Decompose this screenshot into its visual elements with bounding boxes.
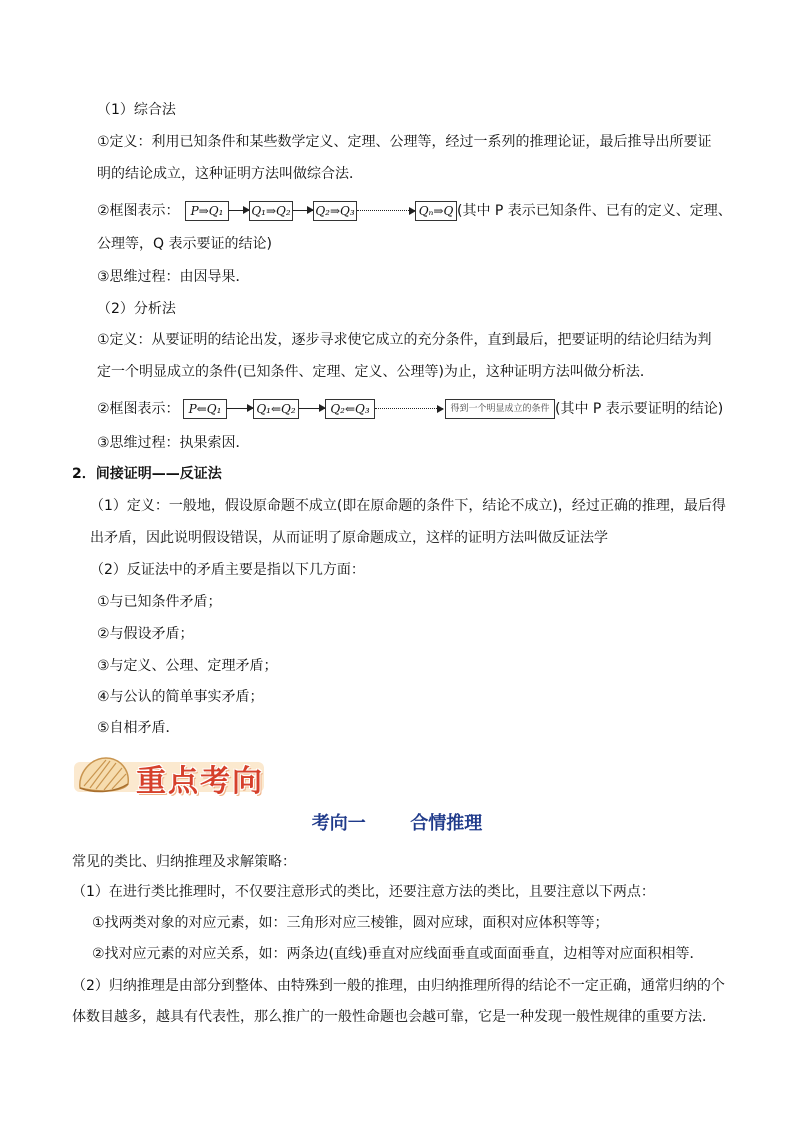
flow2-suffix: (其中 P 表示要证明的结论) [555, 401, 724, 417]
list-item: ③与定义、公理、定理矛盾； [97, 658, 278, 674]
list-item: ⑤自相矛盾． [97, 720, 180, 736]
flow-box: Qₙ⇒Q [415, 201, 457, 221]
heading-synthetic-method: （1）综合法 [97, 102, 176, 118]
contradiction-definition-line1: （1）定义：一般地，假设原命题不成立(即在原命题的条件下，结论不成立)，经过正确的推理，最后得 [90, 498, 726, 514]
flow-box: P⇒Q₁ [185, 201, 229, 221]
synthetic-thinking: ③思维过程：由因导果． [97, 269, 250, 285]
synthetic-definition-line2: 明的结论成立，这种证明方法叫做综合法． [97, 166, 363, 182]
section-title-topic: 合情推理 [410, 813, 483, 834]
induction-line1: （2）归纳推理是由部分到整体、由特殊到一般的推理，由归纳推理所得的结论不一定正确，通常归纳的个 [72, 978, 725, 994]
list-item: ②与假设矛盾； [97, 626, 194, 642]
analytic-flowchart [183, 398, 743, 420]
section-title [0, 812, 794, 836]
dotted-arrow-icon [375, 408, 443, 409]
flow-box: P⇐Q₁ [183, 399, 227, 419]
flow-box: Q₁⇒Q₂ [249, 201, 293, 221]
contradiction-types-heading: （2）反证法中的矛盾主要是指以下几方面： [90, 562, 365, 578]
analogy-heading: （1）在进行类比推理时，不仅要注意形式的类比，还要注意方法的类比，且要注意以下两点： [72, 884, 655, 900]
induction-line2: 体数目越多，越具有代表性，那么推广的一般性命题也会越可靠，它是一种发现一般性规律的重要方法． [72, 1009, 716, 1025]
list-item: ①与已知条件矛盾； [97, 594, 222, 610]
banner-title: 重点考向 [136, 764, 264, 799]
flow-box: Q₁⇐Q₂ [253, 399, 299, 419]
key-direction-banner [74, 748, 264, 800]
arrow-right-icon [229, 210, 249, 211]
arrow-right-icon [227, 408, 253, 409]
flow2-label: ②框图表示： [97, 401, 180, 417]
flow-box: 得到一个明显成立的条件 [445, 399, 555, 419]
arrow-right-icon [299, 408, 325, 409]
analogy-point1: ①找两类对象的对应元素，如：三角形对应三棱锥，圆对应球，面积对应体积等等； [92, 915, 609, 931]
flow1-suffix: (其中 P 表示已知条件、已有的定义、定理、 [457, 203, 732, 219]
dotted-arrow-icon [357, 210, 415, 211]
synthetic-flowchart [185, 200, 745, 222]
analytic-thinking: ③思维过程：执果索因． [97, 435, 250, 451]
heading-analytic-method: （2）分析法 [97, 301, 176, 317]
contradiction-definition-line2: 出矛盾，因此说明假设错误，从而证明了原命题成立，这样的证明方法叫做反证法学 [90, 530, 608, 546]
list-item: ④与公认的简单事实矛盾； [97, 689, 264, 705]
analytic-definition-line2: 定一个明显成立的条件(已知条件、定理、定义、公理等)为止，这种证明方法叫做分析法． [97, 364, 654, 380]
flow1-label: ②框图表示： [97, 203, 180, 219]
strategy-intro: 常见的类比、归纳推理及求解策略： [72, 854, 296, 870]
arrow-right-icon [293, 210, 313, 211]
analogy-point2: ②找对应元素的对应关系，如：两条边(直线)垂直对应线面垂直或面面垂直，边相等对应面积相等． [92, 946, 704, 962]
flow-box: Q₂⇒Q₃ [313, 201, 357, 221]
flow1-continuation: 公理等，Q 表示要证的结论) [97, 236, 272, 252]
flow-box: Q₂⇐Q₃ [325, 399, 375, 419]
seashell-icon [76, 752, 132, 796]
analytic-definition-line1: ①定义：从要证明的结论出发，逐步寻求使它成立的充分条件，直到最后，把要证明的结论归结为判 [97, 332, 712, 348]
section-title-number: 考向一 [311, 813, 366, 834]
heading-indirect-proof: 2．间接证明——反证法 [72, 466, 222, 482]
synthetic-definition-line1: ①定义：利用已知条件和某些数学定义、定理、公理等，经过一系列的推理论证，最后推导出所要证 [97, 134, 712, 150]
